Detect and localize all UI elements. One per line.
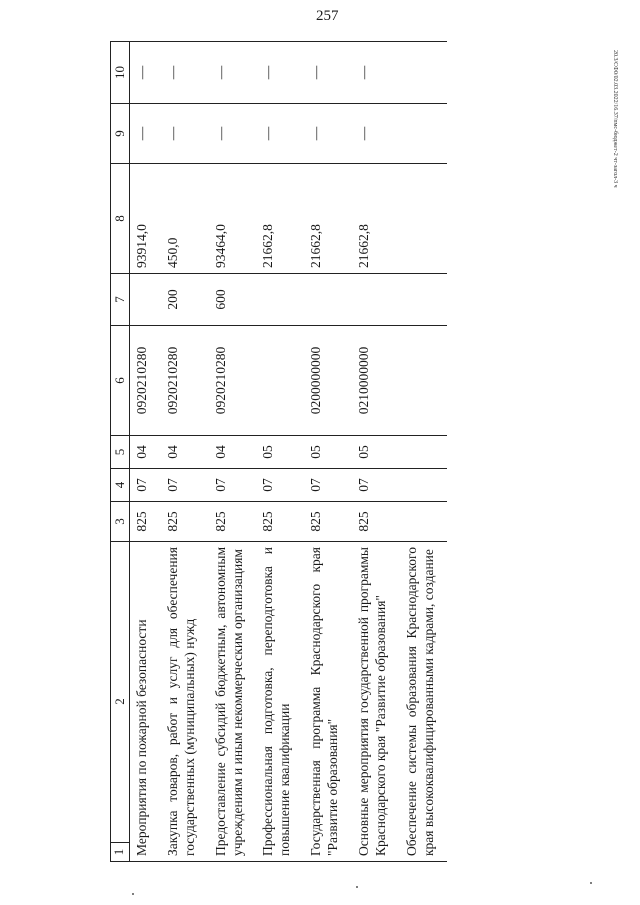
cell-col-5: 05 bbox=[256, 436, 304, 469]
cell-col-5 bbox=[400, 436, 448, 469]
scan-speck bbox=[132, 893, 134, 895]
cell-col-9: — bbox=[209, 104, 257, 164]
budget-table bbox=[110, 41, 447, 862]
header-col-10: 10 bbox=[111, 42, 130, 104]
header-row bbox=[111, 42, 130, 862]
row-description: Предоставление субсидий бюджетным, автономным учреждениям и иным некоммерческим организациям bbox=[209, 542, 257, 862]
header-col-5: 5 bbox=[111, 436, 130, 469]
cell-col-3: 825 bbox=[209, 502, 257, 542]
table-row bbox=[256, 42, 304, 862]
cell-col-7 bbox=[304, 274, 352, 326]
cell-col-9: — bbox=[130, 104, 161, 164]
cell-col-10: — bbox=[130, 42, 161, 104]
cell-col-7 bbox=[130, 274, 161, 326]
table-row bbox=[352, 42, 400, 862]
cell-col-8: 21662,8 bbox=[256, 164, 304, 274]
table-row bbox=[400, 42, 448, 862]
cell-col-7: 600 bbox=[209, 274, 257, 326]
cell-col-6: 0210000000 bbox=[352, 326, 400, 436]
row-description: Государственная программа Краснодарского края "Развитие образования" bbox=[304, 542, 352, 862]
cell-col-5: 04 bbox=[130, 436, 161, 469]
cell-col-9: — bbox=[304, 104, 352, 164]
cell-col-3: 825 bbox=[130, 502, 161, 542]
cell-col-5: 05 bbox=[352, 436, 400, 469]
cell-col-10: — bbox=[256, 42, 304, 104]
header-col-7: 7 bbox=[111, 274, 130, 326]
cell-col-6: 0920210280 bbox=[209, 326, 257, 436]
cell-col-8: 450,0 bbox=[161, 164, 209, 274]
row-description: Закупка товаров, работ и услуг для обеспечения государственных (муниципальных) нужд bbox=[161, 542, 209, 862]
scan-speck bbox=[356, 886, 358, 888]
cell-col-9: — bbox=[161, 104, 209, 164]
cell-col-8 bbox=[400, 164, 448, 274]
cell-col-4: 07 bbox=[304, 469, 352, 502]
cell-col-8: 21662,8 bbox=[304, 164, 352, 274]
cell-col-6: 0920210280 bbox=[130, 326, 161, 436]
header-col-1: 1 bbox=[111, 842, 129, 861]
cell-col-10: — bbox=[209, 42, 257, 104]
cell-col-7 bbox=[256, 274, 304, 326]
cell-col-10: — bbox=[352, 42, 400, 104]
cell-col-9: — bbox=[352, 104, 400, 164]
cell-col-4: 07 bbox=[130, 469, 161, 502]
cell-col-3 bbox=[400, 502, 448, 542]
cell-col-10: — bbox=[304, 42, 352, 104]
row-description: Мероприятия по пожарной безопасности bbox=[130, 542, 161, 862]
cell-col-3: 825 bbox=[352, 502, 400, 542]
cell-col-4: 07 bbox=[209, 469, 257, 502]
cell-col-8: 93914,0 bbox=[130, 164, 161, 274]
cell-col-7 bbox=[352, 274, 400, 326]
table-row bbox=[304, 42, 352, 862]
header-col-8: 8 bbox=[111, 164, 130, 274]
cell-col-6: 0920210280 bbox=[161, 326, 209, 436]
cell-col-4 bbox=[400, 469, 448, 502]
cell-col-5: 04 bbox=[161, 436, 209, 469]
cell-col-9: — bbox=[256, 104, 304, 164]
cell-col-4: 07 bbox=[256, 469, 304, 502]
cell-col-9 bbox=[400, 104, 448, 164]
row-description: Основные мероприятия государственной программы Краснодарского края "Развитие образования" bbox=[352, 542, 400, 862]
cell-col-10: — bbox=[161, 42, 209, 104]
header-col-4: 4 bbox=[111, 469, 130, 502]
cell-col-8: 93464,0 bbox=[209, 164, 257, 274]
cell-col-7 bbox=[400, 274, 448, 326]
table-row bbox=[161, 42, 209, 862]
budget-table-rotated bbox=[110, 42, 630, 862]
cell-col-6 bbox=[400, 326, 448, 436]
cell-col-6 bbox=[256, 326, 304, 436]
cell-col-3: 825 bbox=[161, 502, 209, 542]
cell-col-6: 0200000000 bbox=[304, 326, 352, 436]
cell-col-5: 04 bbox=[209, 436, 257, 469]
header-col-3: 3 bbox=[111, 502, 130, 542]
document-code-note: 20.3/СФ0/02.03.2022/16.37/пмс-бюджет-2 чт-загол-3 ч bbox=[612, 50, 618, 188]
cell-col-8: 21662,8 bbox=[352, 164, 400, 274]
cell-col-4: 07 bbox=[161, 469, 209, 502]
cell-col-3: 825 bbox=[256, 502, 304, 542]
page-number: 257 bbox=[316, 8, 339, 24]
cell-col-5: 05 bbox=[304, 436, 352, 469]
header-col-9: 9 bbox=[111, 104, 130, 164]
cell-col-3: 825 bbox=[304, 502, 352, 542]
header-col-6: 6 bbox=[111, 326, 130, 436]
cell-col-4: 07 bbox=[352, 469, 400, 502]
header-col-2: 1 2 bbox=[111, 542, 130, 862]
row-description: Профессиональная подготовка, переподготовка и повышение квалификации bbox=[256, 542, 304, 862]
row-description: Обеспечение системы образования Краснодарского края высококвалифицированными кадрами, создание bbox=[400, 542, 448, 862]
table-row bbox=[130, 42, 161, 862]
cell-col-10 bbox=[400, 42, 448, 104]
cell-col-7: 200 bbox=[161, 274, 209, 326]
scan-speck bbox=[590, 882, 592, 884]
table-row bbox=[209, 42, 257, 862]
